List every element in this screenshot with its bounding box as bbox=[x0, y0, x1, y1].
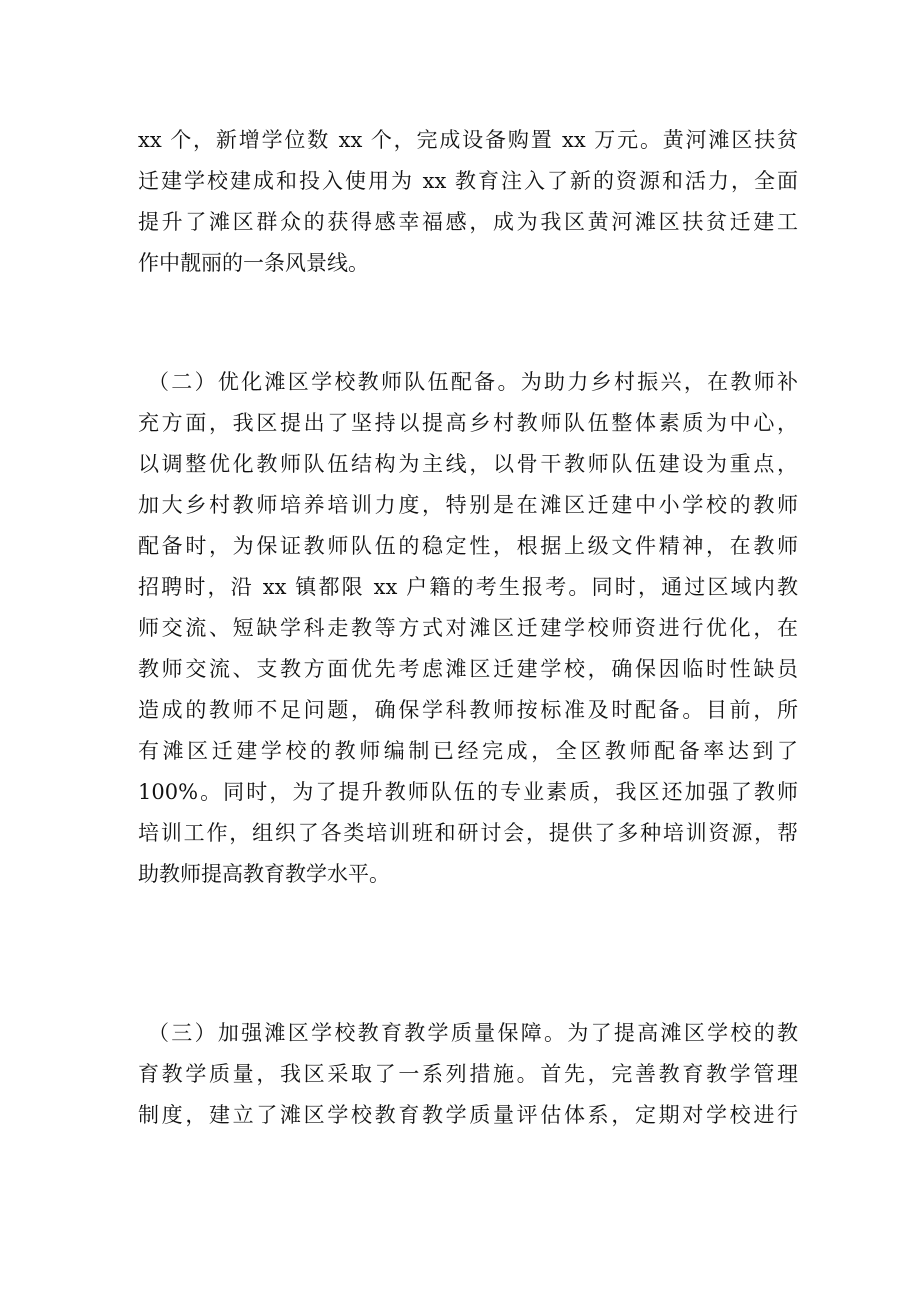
paragraph-line: xx 个，新增学位数 xx 个，完成设备购置 xx 万元。黄河滩区扶贫 bbox=[138, 128, 798, 152]
paragraph-3 bbox=[138, 1013, 798, 1136]
paragraph-1 bbox=[138, 120, 798, 284]
paragraph-line: 有滩区迁建学校的教师编制已经完成，全区教师配备率达到了 bbox=[138, 739, 798, 763]
paragraph-line: 助教师提高教育教学水平。 bbox=[138, 862, 390, 886]
paragraph-line: （二）优化滩区学校教师队伍配备。为助力乡村振兴，在教师补 bbox=[148, 370, 798, 394]
paragraph-line: 充方面，我区提出了坚持以提高乡村教师队伍整体素质为中心， bbox=[138, 411, 798, 435]
paragraph-line: 培训工作，组织了各类培训班和研讨会，提供了多种培训资源，帮 bbox=[138, 821, 798, 845]
paragraph-line: 配备时，为保证教师队伍的稳定性，根据上级文件精神，在教师 bbox=[138, 534, 798, 558]
paragraph-line: 教师交流、支教方面优先考虑滩区迁建学校，确保因临时性缺员 bbox=[138, 657, 798, 681]
paragraph-line: 迁建学校建成和投入使用为 xx 教育注入了新的资源和活力，全面 bbox=[138, 169, 798, 193]
paragraph-line: 作中靓丽的一条风景线。 bbox=[138, 251, 369, 275]
paragraph-2 bbox=[138, 362, 798, 895]
paragraph-line: 育教学质量，我区采取了一系列措施。首先，完善教育教学管理 bbox=[138, 1062, 798, 1086]
paragraph-line: 制度，建立了滩区学校教育教学质量评估体系，定期对学校进行 bbox=[138, 1103, 798, 1127]
paragraph-line: 以调整优化教师队伍结构为主线，以骨干教师队伍建设为重点， bbox=[138, 452, 798, 476]
paragraph-line: 招聘时，沿 xx 镇都限 xx 户籍的考生报考。同时，通过区域内教 bbox=[138, 575, 798, 599]
paragraph-line: 师交流、短缺学科走教等方式对滩区迁建学校师资进行优化，在 bbox=[138, 616, 798, 640]
paragraph-line: 提升了滩区群众的获得感幸福感，成为我区黄河滩区扶贫迁建工 bbox=[138, 210, 798, 234]
paragraph-line: （三）加强滩区学校教育教学质量保障。为了提高滩区学校的教 bbox=[148, 1021, 798, 1045]
paragraph-line: 加大乡村教师培养培训力度，特别是在滩区迁建中小学校的教师 bbox=[138, 493, 798, 517]
paragraph-line: 造成的教师不足问题，确保学科教师按标准及时配备。目前，所 bbox=[138, 698, 798, 722]
paragraph-line: 100%。同时，为了提升教师队伍的专业素质，我区还加强了教师 bbox=[138, 780, 798, 804]
